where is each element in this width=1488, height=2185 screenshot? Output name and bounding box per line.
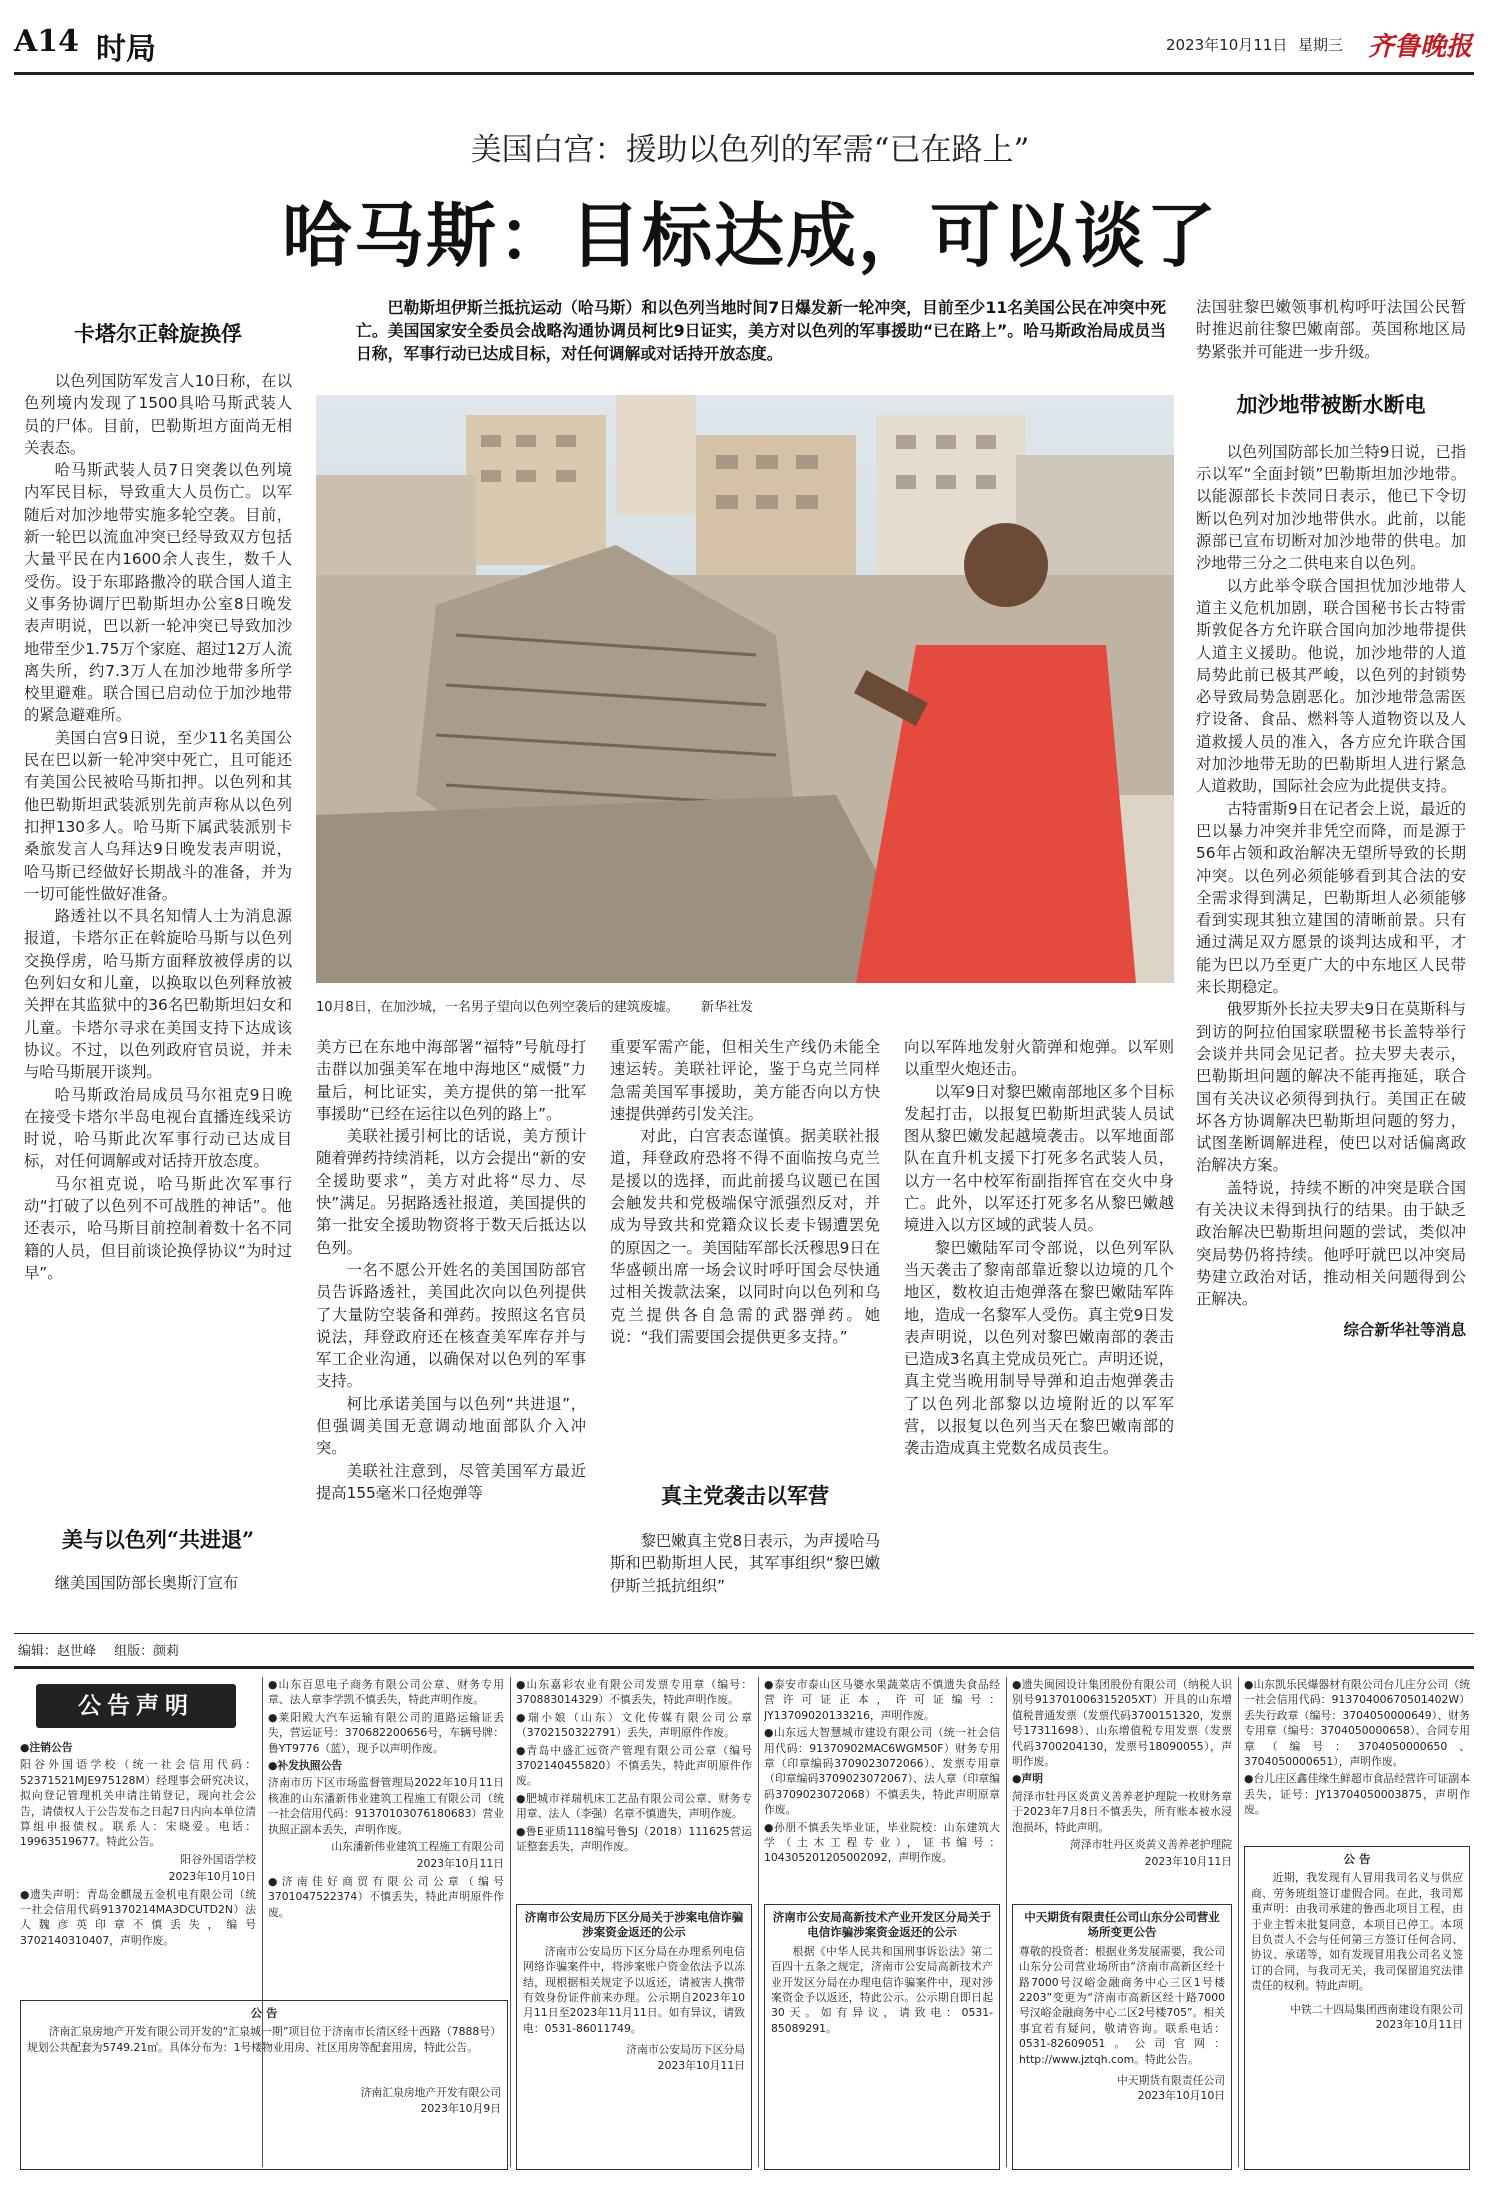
news-photo: [316, 395, 1174, 983]
notice-box-sign: 中铁二十四局集团西南建设有限公司: [1290, 2002, 1463, 2016]
paragraph: 以色列国防军发言人10日称，在以色列境内发现了1500具哈马斯武装人员的尸体。目前，巴勒斯坦方面尚无相关表态。: [24, 372, 292, 457]
paragraph: 对此，白宫表态谨慎。据美联社报道，拜登政府恐将不得不面临按乌克兰是援以的选择，而此前援乌议题已在国会触发共和党极端保守派强烈反对，并成为导致共和党籍众议长麦卡锡遭罢免的原因之一。美国陆军部长沃穆思9日在华盛顿出席一场会议时呼吁国会尽快通过相关拨款法案，以同时向以色列和乌克兰提供各自急需的武器弹药。她说：“我们需要国会提供更多支持。”: [610, 1127, 880, 1346]
notice-divider: [1006, 1677, 1007, 2167]
notice-column-d: [764, 1677, 1000, 1897]
photo-caption: [316, 996, 1174, 1015]
paragraph: 美方已在东地中海部署“福特”号航母打击群以加强美军在地中海地区“威慑”力量后，柯比证实，美方提供的第一批军事援助“已经在运往以色列的路上”。: [316, 1038, 586, 1123]
editor-credits: [18, 1640, 179, 1659]
article-column-2: [316, 1036, 586, 1504]
paragraph: 美国白宫9日说，至少11名美国公民在巴以新一轮冲突中死亡，且可能还有美国公民被哈马斯扣押。以色列和其他巴勒斯坦武装派别先前声称从以色列扣押130多人。哈马斯下属武装派别卡桑旅发言人乌拜达9日晚发表声明说，哈马斯已经做好长期战斗的准备，并为一切可能性做好准备。: [24, 728, 292, 903]
notice-box-sign: 济南汇泉房地产开发有限公司: [360, 2086, 501, 2100]
col5-body: [1196, 441, 1466, 1311]
notice-item: 阳谷外国语学校（统一社会信用代码：52371521MJE975128M）经理事会研究决议，拟向登记管理机关申请注销登记，现向社会公告，请债权人于公告发布之日起7日内向本单位清算组申报债权。联系人：宋晓爱。电话：19963519677。特此公告。: [20, 1758, 256, 1849]
headline-title: 哈马斯：目标达成，可以谈了: [282, 194, 1218, 277]
headline-kicker: 美国白宫：援助以色列的军需“已在路上”: [470, 132, 1030, 168]
col1-body: [24, 370, 292, 1284]
subhead-hezbollah: 真主党袭击以军营: [661, 1483, 829, 1508]
notice-divider: [510, 1677, 511, 2167]
article-column-1: [24, 318, 292, 1284]
notice-box-date: 2023年10月11日: [1375, 2018, 1463, 2032]
notice-date: 2023年10月10日: [168, 1870, 256, 1884]
notice-item: ●孙朋不慎丢失毕业证，毕业院校：山东建筑大学（土木工程专业），证书编号：104305201205002092，声明作废。: [764, 1820, 1000, 1865]
paragraph: 美联社注意到，尽管美国军方最近提高155毫米口径炮弹等: [316, 1461, 586, 1502]
notice-item: ●山东嘉彩农业有限公司发票专用章（编号：370883014329）不慎丢失，特此声明作废。: [516, 1678, 752, 1707]
subhead-gaza-siege: 加沙地带被断水断电: [1236, 391, 1426, 417]
notice-item: 菏泽市牡丹区炎黄义善养老护理院一枚财务章于2023年7月8日不慎丢失，所有账本被水浸泡损坏，特此声明。: [1012, 1789, 1232, 1834]
notice-item: ●山东凯乐民爆器材有限公司台儿庄分公司（统一社会信用代码：913704006705014​02W）丢失行政章（编号：3704050000649）、财务专用章（编号：3704050000658）、合同专用章（编号：3704050000650、3704050000651），声明作废。: [1244, 1678, 1470, 1769]
notice-divider: [758, 1677, 759, 2167]
notice-item: ●泰安市泰山区马婆水果蔬菜店不慎遗失食品经营许可证正本，许可证编号：JY13709020133216，声明作废。: [764, 1678, 1000, 1722]
notice-box-property: [20, 2000, 508, 2170]
notice-sign: 菏泽市牡丹区炎黄义善养老护理院: [1070, 1838, 1232, 1852]
notice-box-sign: 中天期货有限责任公司: [1117, 2074, 1225, 2088]
notice-date: 2023年10月11日: [416, 1857, 504, 1871]
notice-item: ●莱阳殿大汽车运输有限公司的道路运输证丢失，营运证号：370682200656号，车辆号牌：鲁YT9776（蓝），现予以声明作废。: [268, 1710, 504, 1755]
notice-box-body: 尊敬的投资者：根据业务发展需要，我公司山东分公司营业场所由“济南市高新区经十路7000号汉峪金融商务中心三区1号楼2203”变更为“济南市高新区经十路7000号汉峪金融商务中心二区2号楼705”。相关事宜若有疑问，敬请咨询。联系电话：0531-82609051。公司官网：http://www.jztqh.com。特此公告。: [1019, 1944, 1225, 2066]
caption-text: 10月8日，在加沙城，一名男子望向以色列空袭后的建筑废墟。: [316, 1000, 679, 1015]
article-column-4: [904, 1036, 1174, 1460]
notice-column-f: [1244, 1677, 1470, 1837]
notice-box-lixia: [516, 1904, 752, 2170]
page-number: A14: [14, 24, 80, 59]
paragraph: 俄罗斯外长拉夫罗夫9日在莫斯科与到访的阿拉伯国家联盟秘书长盖特举行会谈并共同会见记者。拉夫罗夫表示，巴勒斯坦问题的解决不能再拖延，联合国有关决议必须得到执行。美国正在破坏各方协调解决巴勒斯坦问题的努力，试图垄断调解进程，使巴以对话偏离政治解决方案。: [1196, 1000, 1466, 1175]
notice-item: ●济南佳好商贸有限公司公章（编号37010475223​74）不慎丢失，特此声明原件作废。: [268, 1874, 504, 1919]
notice-column-e: [1012, 1677, 1232, 1897]
header-divider: [14, 72, 1474, 75]
notice-item: ●注销公告: [20, 1741, 73, 1754]
section-name: 时局: [96, 32, 156, 67]
notice-item: ●肥城市祥瑞机床工艺品有限公司公章、财务专用章、法人（李强）名章不慎遗失，声明作废。: [516, 1791, 752, 1821]
col3-tail: [610, 1530, 880, 1597]
notice-item: ●台儿庄区鑫佳缘生鲜超市食品经营许可证副本丢失，证号：JY13704050003875，声明作废。: [1244, 1772, 1470, 1817]
masthead-logo: 齐鲁晚报: [1368, 32, 1473, 62]
notice-banner-title: 公告声明: [78, 1692, 194, 1719]
article-column-5: [1196, 296, 1466, 1340]
col5-body-top: [1196, 296, 1466, 363]
lead-paragraph: 巴勒斯坦伊斯兰抵抗运动（哈马斯）和以色列当地时间7日爆发新一轮冲突，目前至少11名美国公民在冲突中死亡。美国国家安全委员会战略沟通协调员柯比9日证实，美方对以色列的军事援助“已在路上”。哈马斯政治局成员当日称，军事行动已达成目标，对任何调解或对话持开放态度。: [356, 298, 1166, 363]
news-source: 综合新华社等消息: [1343, 1321, 1466, 1340]
paragraph: 古特雷斯9日在记者会上说，最近的巴以暴力冲突并非凭空而降，而是源于56年占领和政治解决无望所导致的长期冲突。以色列必须能够看到其合法的安全需求得到满足，巴勒斯坦人必须能够看到实现其独立建国的清晰前景。只有通过满足双方愿景的谈判达成和平，才能为巴以乃至更广大的中东地区人民带来长期稳定。: [1196, 799, 1466, 997]
notice-box-sign: 济南市公安局历下区分局: [626, 2043, 745, 2057]
notice-sign: 阳谷外国语学校: [180, 1852, 256, 1866]
subhead-qatar: 卡塔尔正斡旋换俘: [74, 321, 242, 346]
notice-box-body: 近期，我发现有人冒用我司名义与供应商、劳务班组签订虚假合同。在此，我司郑重声明：由我司承建的鲁西北项目工程，由于业主暂未批复同意，本项目已停工。本项目负责人不会与任何第三方签订任何合同、协议、承诺等，如有发现冒用我公司名义签订的合同，与我司无关，我司保留追究法律责任的权利。特此声明。: [1251, 1871, 1463, 1993]
paragraph: 继美国国防部长奥斯汀宣布: [54, 1574, 239, 1592]
editor-name: 编辑：赵世峰: [18, 1644, 97, 1659]
issue-weekday: 星期三: [1298, 36, 1344, 54]
paragraph: 重要军需产能，但相关生产线仍未能全速运转。美联社评论，鉴于乌克兰同样急需美国军事援助，美方能否向以方快速提供弹药引发关注。: [610, 1038, 880, 1123]
notice-box-title: 济南市公安局高新技术产业开发区分局关于电信诈骗涉案资金返还的公示: [772, 1910, 992, 1940]
notice-item: ●青岛中盛汇远资产管理有限公司公章（编号3702140455820）不慎丢失，特此声明原件作废。: [516, 1743, 752, 1788]
notice-column-a: [20, 1740, 256, 1990]
notice-banner: [36, 1684, 236, 1728]
paragraph: 哈马斯武装人员7日突袭以色列境内军民目标，导致重大人员伤亡。以军随后对加沙地带实施多轮空袭。目前，新一轮巴以流血冲突已经导致双方包括大量平民在内1600余人丧生，数千人受伤。设于东耶路撒冷的联合国人道主义事务协调厅巴勒斯坦办公室8日晚发表声明说，巴以新一轮冲突已导致加沙地带至少1.75万个家庭、超过12万人流离失所，约7.3万人在加沙地带多所学校里避难。联合国已启动位于加沙地带的紧急避难所。: [24, 461, 292, 725]
notice-item: ●声明: [1012, 1772, 1044, 1786]
notice-box-title: 中天期货有限责任公司山东分公司营业场所变更公告: [1024, 1910, 1220, 1940]
notice-column-b: [268, 1677, 504, 1987]
notice-box-title: 公 告: [250, 2006, 278, 2020]
notice-item: ●遗失闽园设计集团股份有限公司（纳税人识别号913701006315205XT）开具的山东增值税普通发票（发票代码3700151320，发票号17311698）、山东增值税专用发票（发票代码3700204130，发票号18090055），声明作废。: [1012, 1678, 1232, 1769]
notice-box-railway: [1244, 1846, 1470, 2170]
notice-box-date: 2023年10月10日: [1137, 2089, 1225, 2103]
layout-name: 组版：颜莉: [114, 1644, 180, 1659]
notice-box-body: 济南市公安局历下区分局在办理系列电信网络诈骗案件中，将涉案账户资金依法予以冻结，现根据相关规定予以返还，请被害人携带有效身份证件前来办理。公示期自2023年10月11日至2023年11月11日。如有异议，请致电：0531-86011749。: [523, 1944, 745, 2035]
notice-item: ●遗失声明：青岛金麒晟五金机电有限公司（统一社会信用代码91370214MA3DCUTD2N）法人魏彦英印章不慎丢失，编号3702140310407，声明作废。: [20, 1887, 256, 1947]
article-column-3: [610, 1036, 880, 1348]
notice-box-body: 根据《中华人民共和国刑事诉讼法》第二百四十五条之规定，济南市公安局高新技术产业开发区分局在办理电信诈骗案件中，现对涉案资金予以返还，特此公示。公示期自即日起30天。如有异议，请致电：0531-85089291。: [771, 1944, 993, 2035]
paragraph: 以方此举令联合国担忧加沙地带人道主义危机加剧，联合国秘书长古特雷斯敦促各方允许联合国向加沙地带提供人道主义援助。他说，加沙地带的人道局势此前已极其严峻，以色列的封锁势必导致局势急剧恶化。加沙地带急需医疗设备、食品、燃料等人道物资以及人道救援人员的准入，各方应允许联合国对加沙地带无助的巴勒斯坦人进行紧急人道救助，国际社会应为此提供支持。: [1196, 576, 1466, 796]
paragraph: 美联社援引柯比的话说，美方预计随着弹药持续消耗，以方会提出“新的安全援助要求”，美方对此将“尽力、尽快”满足。另据路透社报道，美国提供的第一批安全援助物资将于数天后抵达以色列。: [316, 1127, 586, 1257]
notice-box-futures: [1012, 1904, 1232, 2170]
notice-divider: [1238, 1677, 1239, 2167]
paragraph: 哈马斯政治局成员马尔祖克9日晚在接受卡塔尔半岛电视台直播连线采访时说，哈马斯此次军事行动已达成目标，对任何调解或对话持开放态度。: [24, 1085, 292, 1171]
notice-item: 济南市历下区市场监督管理局2022年10月11日核准的山东潘新伟业建筑工程施工有限公司（统一社会信用代码：91370103076180683）营业执照正副本丢失，声明作废。: [268, 1776, 504, 1836]
footer-divider: [14, 1633, 1474, 1634]
notice-box-date: 2023年10月11日: [657, 2058, 745, 2072]
paragraph: 柯比承诺美国与以色列“共进退”，但强调美国无意调动地面部队介入冲突。: [316, 1394, 586, 1458]
paragraph: 盖特说，持续不断的冲突是联合国有关决议未得到执行的结果。由于缺乏政治解决巴勒斯坦问题的尝试，类似冲突局势仍将持续。他呼吁就巴以冲突局势建立政治对话，推动相关问题得到公正解决。: [1196, 1178, 1466, 1309]
caption-credit: 新华社发: [700, 1000, 753, 1015]
notice-item: ●山东远大智慧城市建设有限公司（统一社会信用代码：91370902MAC6WGM50F）财务专用章（印章编码3709023072066）、发票专用章（印章编码3709023072067）、法人章（印章编码3709023072068）不慎丢失，特此声明原章作废。: [764, 1726, 1000, 1817]
notice-box-title: 公 告: [1343, 1852, 1371, 1866]
paragraph: 向以军阵地发射火箭弹和炮弹。以军则以重型火炮还击。: [904, 1038, 1174, 1079]
notice-sign: 山东潘新伟业建筑工程施工有限公司: [331, 1840, 504, 1854]
notice-column-c: [516, 1677, 752, 1897]
paragraph: 一名不愿公开姓名的美国国防部官员告诉路透社，美国此次向以色列提供了大量防空装备和弹药。按照这名官员说法，拜登政府还在核查美军库存并与军工企业沟通，以确保对以色列的军事支持。: [316, 1260, 586, 1391]
notice-box-title: 济南市公安局历下区分局关于涉案电信诈骗涉案资金返还的公示: [524, 1910, 744, 1940]
notice-box-hitech: [764, 1904, 1000, 2170]
paragraph: 以军9日对黎巴嫩南部地区多个目标发起打击，以报复巴勒斯坦武装人员试图从黎巴嫩发起越境袭击。以军地面部队在直升机支援下打死多名武装人员，以方一名中校军衔副指挥官在交火中身亡。此外，以军还打死多名从黎巴嫩越境进入以方区域的武装人员。: [904, 1082, 1174, 1235]
notice-item: ●山东百思电子商务有限公司公章、财务专用章、法人章李学凯不慎丢失，特此声明作废。: [268, 1678, 504, 1707]
paragraph: 以色列国防部长加兰特9日说，已指示以军“全面封锁”巴勒斯坦加沙地带。以能源部长卡茨同日表示，他已下令切断以色列对加沙地带供水。此前，以能源部已宣布切断对加沙地带的供电。加沙地带三分之二供电来自以色列。: [1196, 442, 1466, 573]
issue-date: 2023年10月11日: [1166, 36, 1288, 54]
paragraph: 马尔祖克说，哈马斯此次军事行动“打破了以色列不可战胜的神话”。他还表示，哈马斯目前控制着数十名不同籍的人员，但目前谈论换俘协议“为时过早”。: [24, 1174, 292, 1282]
notice-item: ●瑞小娘（山东）文化传媒有限公司公章（3702150322791）丢失，声明原件作废。: [516, 1710, 752, 1740]
page-header: [14, 18, 1476, 66]
paragraph: 黎巴嫩陆军司令部说，以色列军队当天袭击了黎南部靠近黎以边境的几个地区，数枚迫击炮弹落在黎巴嫩陆军阵地，造成一名黎军人受伤。真主党9日发表声明说，以色列对黎巴嫩南部的袭击已造成3名真主党成员死亡。声明还说，真主党当晚用制导导弹和迫击炮弹袭击了以色列北部黎以边境附近的以军军营，以报复以色列当天在黎巴嫩南部的袭击造成真主党数名成员丧生。: [904, 1238, 1174, 1458]
paragraph: 路透社以不具名知情人士为消息源报道，卡塔尔正在斡旋哈马斯与以色列交换俘虏，哈马斯方面释放被俘虏的以色列妇女和儿童，以换取以色列释放被关押在其监狱中的36名巴勒斯坦妇女和儿童。卡塔尔寻求在美国支持下达成该协议。不过，以色列政府官员说，并未与哈马斯展开谈判。: [24, 907, 292, 1082]
notice-date: 2023年10月11日: [1144, 1855, 1232, 1869]
notices-divider: [14, 1666, 1474, 1669]
notice-item: ●鲁E亚质1118编号鲁SJ（2018）111625营运证整套丢失，声明作废。: [516, 1824, 752, 1854]
paragraph: 黎巴嫩真主党8日表示，为声援哈马斯和巴勒斯坦人民，其军事组织“黎巴嫩伊斯兰抵抗组织”: [610, 1532, 880, 1595]
notice-item: ●补发执照公告: [268, 1759, 343, 1773]
gaza-rubble-photo: [316, 395, 1174, 983]
col1-tail: [24, 1572, 292, 1594]
paragraph: 法国驻黎巴嫩领事机构呼吁法国公民暂时推迟前往黎巴嫩南部。英国称地区局势紧张并可能进一步升级。: [1196, 298, 1466, 361]
subhead-us-israel: 美与以色列“共进退”: [61, 1527, 255, 1552]
notice-box-body: 济南汇泉房地产开发有限公司开发的“汇泉城一期”项目位于济南市长清区经十西路（7888号）规划公共配套为5749.21㎡。具体分布为：1号楼物业用房、社区用房等配套用房，特此公告。: [27, 2025, 501, 2054]
notice-box-date: 2023年10月9日: [420, 2101, 501, 2115]
